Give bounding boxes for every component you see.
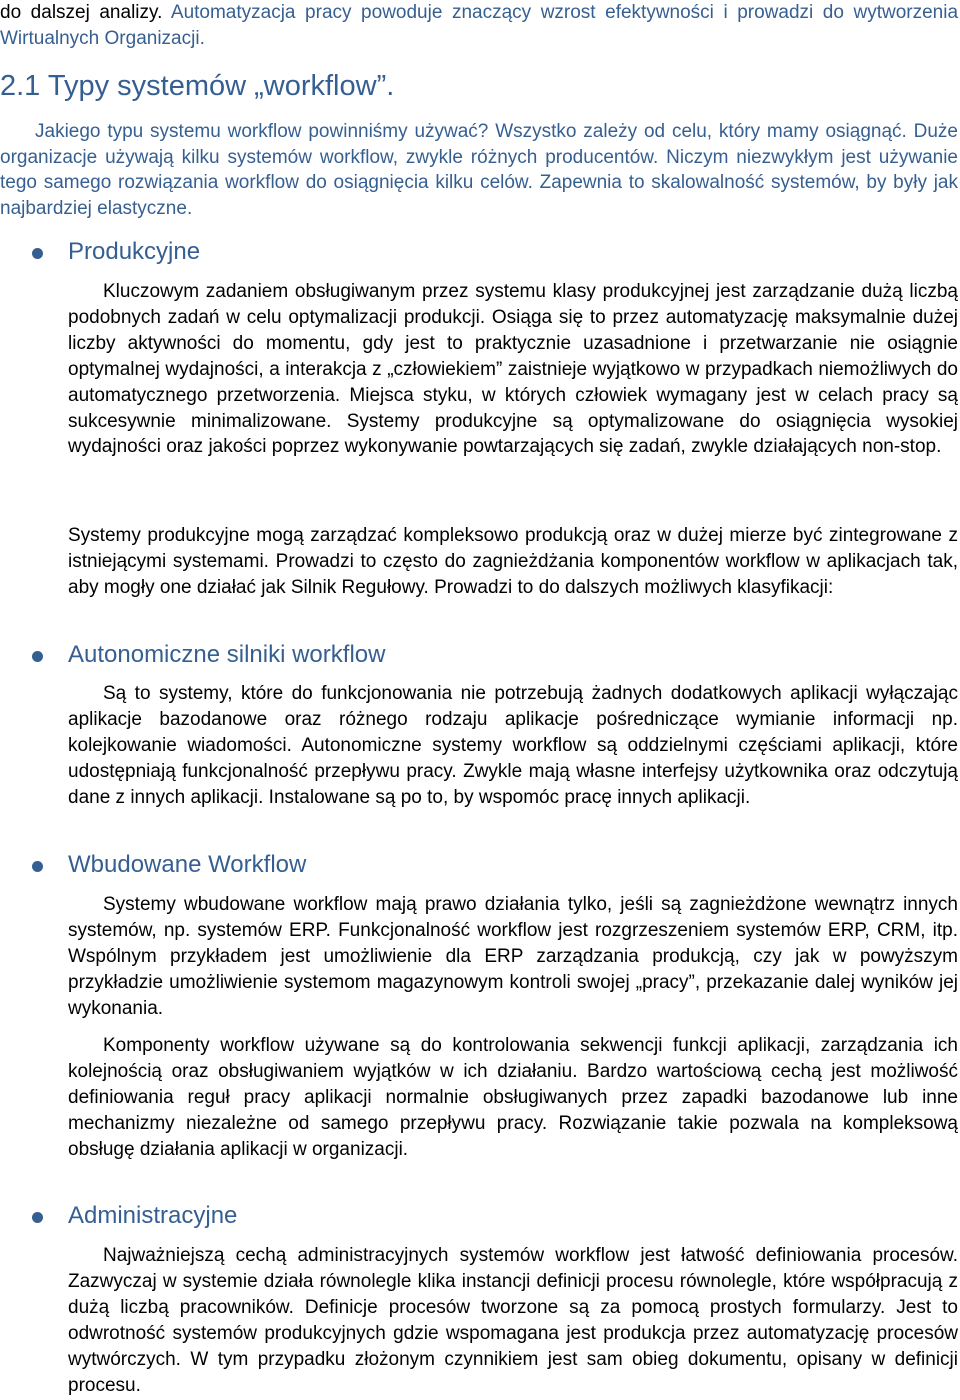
bullet-dot-icon bbox=[32, 651, 43, 662]
paragraph: Systemy produkcyjne mogą zarządzać kompleksowo produkcją oraz w dużej mierze być zintegrowane z istniejącymi systemami. Prowadzi to często do zagnieżdżania komponentów workflow w aplikacjach tak, aby mogły one działać jak Silnik Regułowy. Prowadzi to do dalszych możliwych klasyfikacji: bbox=[68, 525, 958, 598]
bullet-title: Administracyjne bbox=[68, 1202, 238, 1229]
bullet-dot-icon bbox=[32, 861, 43, 872]
bullet-dot-icon bbox=[32, 248, 43, 259]
bullet-heading-autonomiczne bbox=[0, 639, 960, 671]
intro-text-highlighted: Automatyzacja pracy powoduje znaczący wzrost efektywności i prowadzi do wytworzenia Wirtualnych Organizacji. bbox=[0, 2, 959, 49]
paragraph: Są to systemy, które do funkcjonowania nie potrzebują żadnych dodatkowych aplikacji wyłączając aplikacje bazodanowe oraz różnego rodzaju aplikacje pośredniczące wymianie informacji np. kolejkowanie wiadomości. Autonomiczne systemy workflow są oddzielnymi częściami aplikacji, które udostępniają funkcjonalność przepływu pracy. Zwykle mają własne interfejsy użytkownika oraz odczytują dane z innych aplikacji. Instalowane są po to, by wspomóc pracę innych aplikacji. bbox=[68, 683, 958, 808]
paragraph: Systemy wbudowane workflow mają prawo działania tylko, jeśli są zagnieżdżone wewnątrz innych systemów, np. systemów ERP. Funkcjonalność workflow jest rozgrzeszeniem systemów ERP, CRM, itp. Wspólnym przykładem jest umożliwienie dla ERP zarządzania produkcją, czy jak w powyższym przykładzie umożliwienie systemom magazynowym kontroli swojej „pracy”, przekazanie dalej wyników jej wykonania. bbox=[68, 894, 958, 1019]
bullet-dot-icon bbox=[32, 1212, 43, 1223]
bullet-heading-administracyjne bbox=[0, 1200, 960, 1232]
bullet-title: Wbudowane Workflow bbox=[68, 851, 307, 878]
bullet-title: Produkcyjne bbox=[68, 238, 201, 265]
bullet-heading-produkcyjne bbox=[0, 236, 960, 268]
bullet-heading-wbudowane bbox=[0, 849, 960, 881]
paragraph: Kluczowym zadaniem obsługiwanym przez systemu klasy produkcyjnej jest zarządzanie dużą liczbą podobnych zadań w celu optymalizacji produkcji. Osiąga się to przez automatyzację maksymalnie dużej liczby aktywności do momentu, gdy jest to praktycznie uzasadnione i przetwarzanie nie osiągnie optymalnej wydajności, a interakcja z „człowiekiem” zaistnieje wyjątkowo w przypadkach niemożliwych do automatycznego przetworzenia. Miejsca styku, w których człowiek wymagany jest w celach pracy są sukcesywnie minimalizowane. Systemy produkcyjne są optymalizowane do osiągnięcia wysokiej wydajności oraz jakości poprzez wykonywanie powtarzających się zadań, zwykle działających non-stop. bbox=[68, 281, 958, 458]
paragraph: Najważniejszą cechą administracyjnych systemów workflow jest łatwość definiowania procesów. Zazwyczaj w systemie działa równolegle klika instancji definicji procesu równolegle, które współpracują z dużą liczbą pracowników. Definicje procesów tworzone są za pomocą prostych formularzy. Jest to odwrotność systemów produkcyjnych gdzie wspomagana jest produkcja przez automatyzację procesów wytwórczych. W tym przypadku złożonym czynnikiem jest sam obieg dokumentu, opisany w definicji procesu. bbox=[68, 1245, 958, 1396]
section-intro-paragraph bbox=[0, 119, 958, 221]
paragraph: Komponenty workflow używane są do kontrolowania sekwencji funkcji aplikacji, zarządzania ich kolejnością oraz obsługiwaniem wyjątków w ich działaniu. Bardzo wartościową cechą jest możliwość definiowania reguł pracy aplikacji normalnie obsługiwanych przez zapadki bazodanowe lub inne mechanizmy niezależne od samego przepływu pracy. Rozwiązanie takie pozwala na kompleksową obsługę działania aplikacji w organizacji. bbox=[68, 1035, 958, 1160]
intro-text-plain: do dalszej analizy. bbox=[0, 2, 171, 23]
section-heading: 2.1 Typy systemów „workflow”. bbox=[0, 70, 395, 102]
section-intro-text: Jakiego typu systemu workflow powinniśmy używać? Wszystko zależy od celu, który mamy osiągnąć. Duże organizacje używają kilku systemów workflow, zwykle różnych producentów. Niczym niezwykłym jest używanie tego samego rozwiązania workflow do osiągnięcia kilku celów. Zapewnia to skalowalność systemów, by były jak najbardziej elastyczne. bbox=[0, 121, 958, 219]
bullet-title: Autonomiczne silniki workflow bbox=[68, 641, 386, 668]
intro-paragraph bbox=[0, 0, 958, 51]
